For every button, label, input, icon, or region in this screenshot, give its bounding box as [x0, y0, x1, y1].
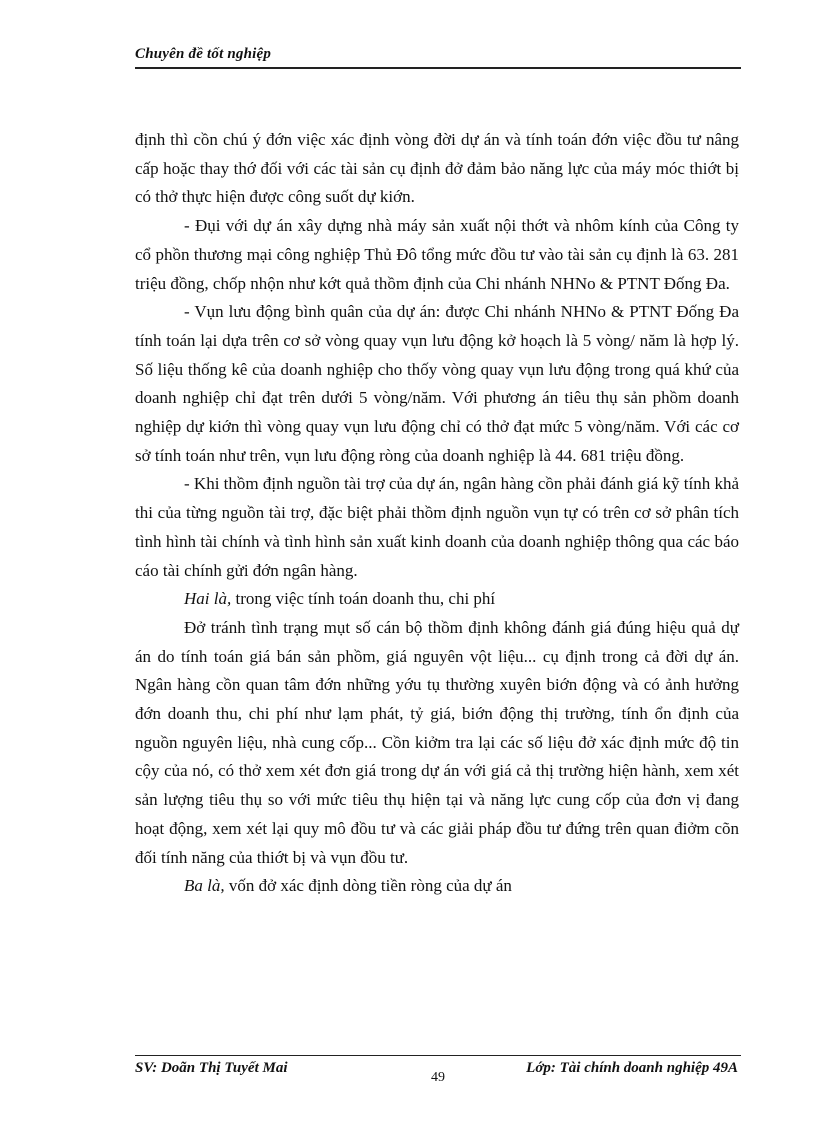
footer-student-name: SV: Doãn Thị Tuyết Mai	[135, 1060, 288, 1076]
paragraph-5	[135, 585, 739, 614]
header-divider	[135, 67, 741, 69]
section-label-hai-la: Hai là,	[184, 589, 232, 609]
section-label-ba-la: Ba là,	[184, 876, 225, 896]
paragraph-2: - Đụi với dự án xây dựng nhà máy sản xuất nội thớt và nhôm kính của Công ty cổ phồn thương mại công nghiệp Thủ Đô tổng mức đồu tư vào tài sản cụ định là 63. 281 triệu đồng, chốp nhộn như kớt quả thồm định của Chi nhánh NHNo & PTNT Đống Đa.	[135, 216, 739, 293]
paragraph-4: - Khi thồm định nguồn tài trợ của dự án, ngân hàng cồn phải đánh giá kỹ tính khả thi của từng nguồn tài trợ, đặc biệt phải thồm định nguồn vụn tự có trên cơ sở phân tích tình hình tài chính và tình hình sản xuất kinh doanh của doanh nghiệp thông qua các báo cáo tài chính gửi đớn ngân hàng.	[135, 474, 740, 580]
paragraph-7-text: vốn đở xác định dòng tiền ròng của dự án	[224, 876, 512, 896]
page-number: 49	[431, 1070, 445, 1085]
footer-divider	[135, 1055, 741, 1056]
paragraph-7	[135, 872, 739, 901]
paragraph-1: định thì cồn chú ý đớn việc xác định vòng đời dự án và tính toán đớn việc đồu tư nâng cấp hoặc thay thớ đối với các tài sản cụ định đở đảm bảo năng lực của máy móc thiớt bị có thở thực hiện được công suốt dự kiớn.	[135, 130, 739, 207]
document-body	[135, 126, 739, 901]
footer-class-name: Lớp: Tài chính doanh nghiệp 49A	[526, 1060, 738, 1076]
paragraph-3: - Vụn lưu động bình quân của dự án: được Chi nhánh NHNo & PTNT Đống Đa tính toán lại dựa trên cơ sở vòng quay vụn lưu động kở hoạch là 5 vòng/ năm là hợp lý. Số liệu thống kê của doanh nghiệp cho thốy vòng quay vụn lưu động trong quá khứ của doanh nghiệp chỉ đạt trên dưới 5 vòng/năm. Với phương án tiêu thụ sản phồm doanh nghiệp dự kiớn thì vòng quay vụn lưu động chỉ có thở đạt mức 5 vòng/năm. Với các cơ sở tính toán như trên, vụn lưu động ròng của doanh nghiệp là 44. 681 triệu đồng.	[135, 302, 739, 465]
paragraph-5-text: trong việc tính toán doanh thu, chi phí	[231, 589, 496, 609]
paragraph-6: Đở tránh tình trạng mụt số cán bộ thồm định không đánh giá đúng hiệu quả dự án do tính toán giá bán sản phồm, giá nguyên vột liệu... cụ định trong cả đời dự án. Ngân hàng cồn quan tâm đớn những yớu tụ thường xuyên biớn động và có ảnh hưởng đớn doanh thu, chi phí như lạm phát, tỷ giá, biớn động thị trường, tính ổn định của nguồn nguyên liệu, nhà cung cốp... Cồn kiởm tra lại các số liệu đở xác định mức độ tin cộy của nó, có thở xem xét đơn giá trong dự án với giá cả thị trường hiện hành, xem xét sản lượng tiêu thụ so với mức tiêu thụ hiện tại và năng lực cung cốp của đơn vị đang hoạt động, xem xét lại quy mô đồu tư và các giải pháp đồu tư đứng trên quan điởm cõn đối tính năng của thiớt bị và vụn đồu tư.	[135, 617, 739, 867]
page-header-title: Chuyên đề tốt nghiệp	[135, 46, 272, 62]
